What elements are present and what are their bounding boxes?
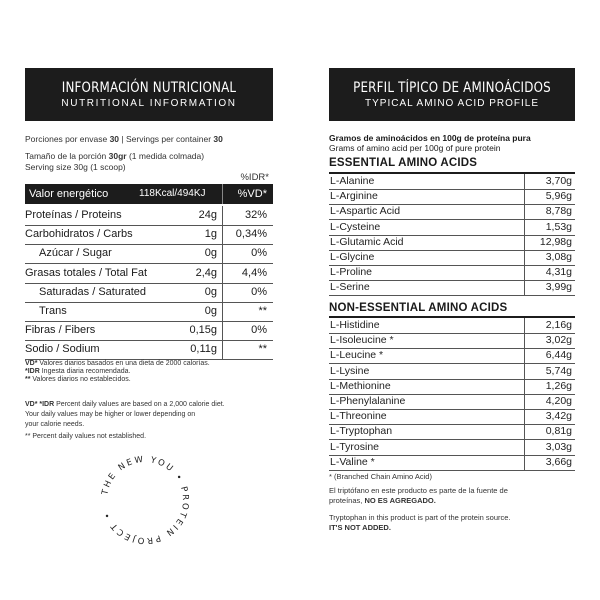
nutrition-title: INFORMACIÓN NUTRICIONAL [61,80,237,96]
nutrient-pct: 0% [251,247,267,260]
amino-name: L-Leucine * [330,349,384,362]
amino-value: 4,20g [545,395,572,407]
nutrition-row [25,225,273,245]
amino-row [329,265,575,281]
nutrient-label: Proteínas / Proteins [25,209,122,221]
amino-row [329,424,575,440]
nutrition-row [25,302,273,322]
bcaa-note: * (Branched Chain Amino Acid) [329,472,432,481]
nutrient-label: Azúcar / Sugar [39,247,112,260]
essential-title: ESSENTIAL AMINO ACIDS [329,157,478,169]
nutrient-value: 0g [204,247,217,260]
amino-value: 2,16g [545,319,572,331]
tryptophan-note-es: El triptófano en este producto es parte de la fuente de proteínas, NO ES AGREGADO. [329,486,508,505]
nutrition-row [25,340,273,360]
nutrient-pct: 0,34% [235,228,267,241]
amino-value: 0,81g [545,425,572,438]
amino-name: L-Histidine [330,319,380,331]
nutrient-label: Sodio / Sodium [25,343,100,356]
amino-value: 3,66g [545,455,572,468]
serving-size: Serving size 30g (1 scoop) [25,162,126,172]
amino-name: L-Glycine [330,251,375,263]
svg-text:THE NEW YOU • PROTEIN PROJECT [100,455,190,546]
nutrition-row [25,321,273,341]
amino-value: 5,96g [545,190,572,203]
amino-name: L-Phenylalanine [330,395,406,407]
amino-title: PERFIL TÍPICO DE AMINOÁCIDOS [353,80,551,96]
grams-es: Gramos de aminoácidos en 100g de proteína pura [329,133,531,143]
amino-row [329,394,575,410]
nutrient-pct: 4,4% [241,266,267,279]
nutrient-value: 0,15g [189,324,217,337]
amino-row [329,250,575,266]
amino-row [329,409,575,425]
nutrient-label: Fibras / Fibers [25,324,96,337]
amino-row [329,348,575,364]
nutrient-value: 2,4g [195,266,217,279]
amino-name: L-Isoleucine * [330,334,394,347]
grams-en: Grams of amino acid per 100g of pure protein [329,143,501,153]
amino-name: L-Tyrosine [330,440,380,453]
amino-name: L-Serine [330,281,370,294]
amino-value: 3,99g [545,281,572,294]
amino-row [329,235,575,251]
nutrition-row [25,264,273,284]
amino-subtitle: TYPICAL AMINO ACID PROFILE [365,98,539,109]
nutrient-label: Carbohidratos / Carbs [25,228,133,241]
amino-name: L-Threonine [330,410,387,423]
amino-name: L-Methionine [330,379,391,392]
amino-value: 8,78g [545,205,572,218]
amino-row [329,333,575,349]
amino-row [329,189,575,205]
nutrient-value: 0g [204,305,217,317]
nutrient-pct: 0% [251,324,267,337]
amino-value: 12,98g [539,235,572,248]
servings-line: Porciones por envase 30 | Servings per container 30 [25,134,223,144]
amino-value: 5,74g [545,364,572,377]
amino-name: L-Glutamic Acid [330,235,404,248]
amino-value: 3,42g [545,410,572,423]
notes-es: VD* Valores diarios basados en una dieta de 2000 calorías. *IDR Ingesta diaria recomendada. ** Valores diarios no establecidos. [25,360,210,383]
amino-row [329,174,575,190]
amino-row [329,379,575,395]
nutrient-label: Grasas totales / Total Fat [25,266,148,279]
nonessential-title: NON-ESSENTIAL AMINO ACIDS [329,302,508,314]
energy-row: Valor energético 118Kcal/494KJ %VD* [25,184,273,204]
nutrient-pct: 0% [251,285,267,298]
portion-line: Tamaño de la porción 30gr (1 medida colmada) [25,151,205,161]
amino-value: 3,70g [545,175,572,187]
seal-logo [90,445,200,555]
amino-name: L-Proline [330,266,373,279]
amino-value: 1,26g [545,379,572,392]
amino-row [329,220,575,236]
nutrition-row [25,206,273,226]
amino-value: 3,08g [545,251,572,263]
amino-row [329,455,575,471]
nutrient-pct: ** [258,305,267,317]
amino-value: 1,53g [545,220,572,233]
amino-value: 4,31g [545,266,572,279]
nutrient-pct: ** [258,343,267,356]
nutrient-pct: 32% [244,209,267,221]
amino-row [329,364,575,380]
amino-name: L-Aspartic Acid [330,205,401,218]
nutrition-row [25,283,273,303]
nutrient-value: 0g [204,285,217,298]
amino-name: L-Alanine [330,175,375,187]
amino-row [329,280,575,296]
nutrition-row [25,244,273,264]
nutrition-header [25,68,273,121]
amino-row [329,204,575,220]
amino-name: L-Tryptophan [330,425,393,438]
amino-value: 3,02g [545,334,572,347]
nutrient-label: Saturadas / Saturated [39,285,147,298]
amino-value: 3,03g [545,440,572,453]
nutrition-subtitle: NUTRITIONAL INFORMATION [61,98,237,109]
amino-row [329,440,575,456]
amino-header [329,68,575,121]
nutrient-value: 0,11g [190,343,217,356]
tryptophan-note-en: Tryptophan in this product is part of the protein source. IT'S NOT ADDED. [329,513,511,532]
amino-name: L-Arginine [330,190,378,203]
nutrient-label: Trans [39,305,67,317]
nutrient-value: 24g [198,209,217,221]
amino-row [329,318,575,334]
amino-value: 6,44g [545,349,572,362]
idr-header: %IDR* [240,172,269,183]
amino-name: L-Cysteine [330,220,381,233]
amino-name: L-Valine * [330,455,375,468]
amino-name: L-Lysine [330,364,370,377]
seal-text: THE NEW YOU • PROTEIN PROJECT • [100,454,191,546]
notes-en: VD* *IDR Percent daily values are based on a 2,000 calorie diet. Your daily values may be higher or lower depending on your calorie needs. ** Percent daily values not established. [25,401,225,440]
nutrient-value: 1g [204,228,217,241]
